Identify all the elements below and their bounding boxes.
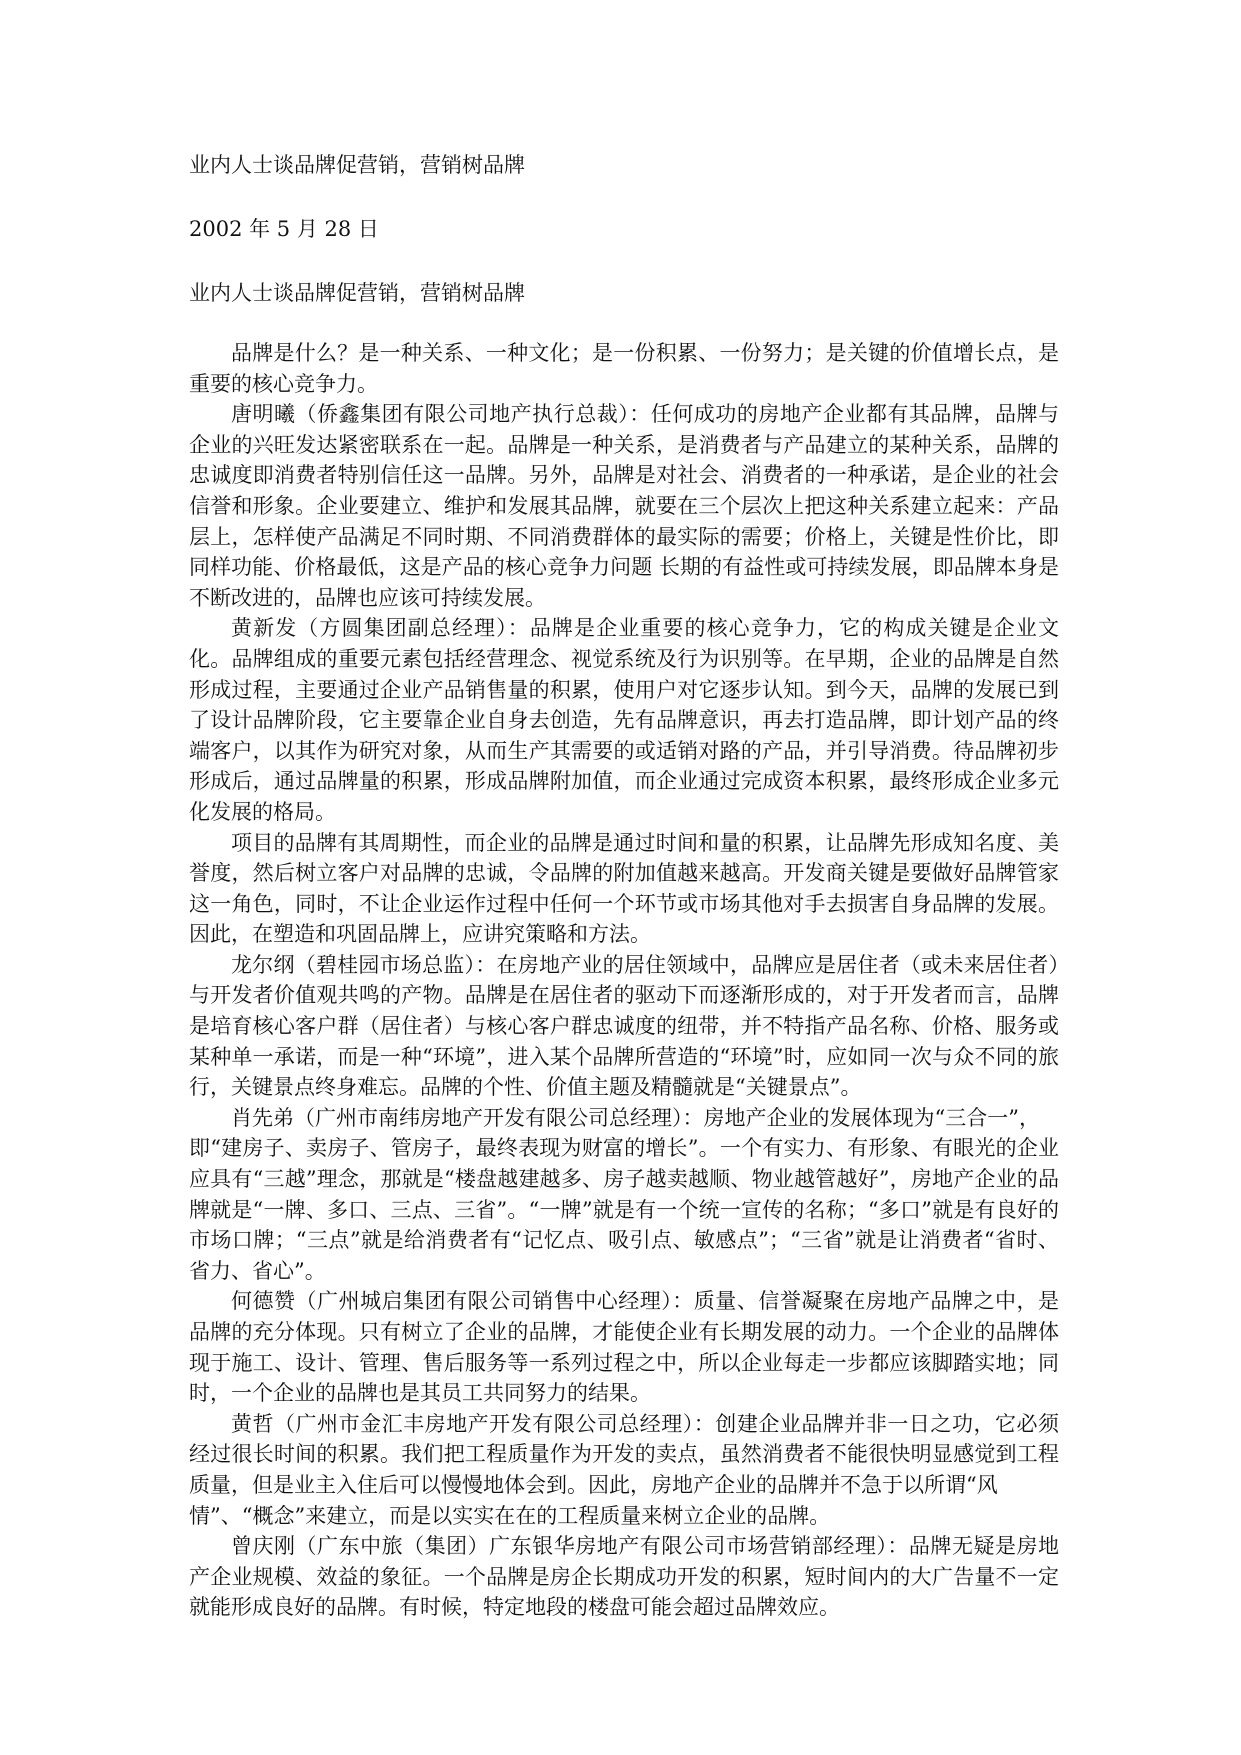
paragraph-huang-zhe-continued: 情”、“概念”来建立，而是以实实在在的工程质量来树立企业的品牌。 — [189, 1503, 831, 1528]
paragraph-intro: 品牌是什么？是一种关系、一种文化；是一份积累、一份努力；是关键的价值增长点，是重要的核心竞争力。 — [189, 341, 1059, 396]
document-subtitle: 业内人士谈品牌促营销，营销树品牌 — [189, 281, 525, 305]
document-title: 业内人士谈品牌促营销，营销树品牌 — [189, 153, 525, 177]
document-body — [189, 338, 1059, 1623]
paragraph-project-brand: 项目的品牌有其周期性，而企业的品牌是通过时间和量的积累，让品牌先形成知名度、美誉度，然后树立客户对品牌的忠诚，令品牌的附加值越来越高。开发商关键是要做好品牌管家这一角色，同时，不让企业运作过程中任何一个环节或市场其他对手去损害自身品牌的发展。因此，在塑造和巩固品牌上，应讲究策略和方法。 — [189, 830, 1059, 947]
paragraph-huang-zhe: 黄哲（广州市金汇丰房地产开发有限公司总经理）：创建企业品牌并非一日之功，它必须经过很长时间的积累。我们把工程质量作为开发的卖点，虽然消费者不能很快明显感觉到工程质量，但是业主入住后可以慢慢地体会到。因此，房地产企业的品牌并不急于以所谓“风 — [189, 1411, 1059, 1497]
paragraph-zeng-qinggang: 曾庆刚（广东中旅（集团）广东银华房地产有限公司市场营销部经理）：品牌无疑是房地产企业规模、效益的象征。一个品牌是房企长期成功开发的积累，短时间内的大广告量不一定就能形成良好的品牌。有时候，特定地段的楼盘可能会超过品牌效应。 — [189, 1534, 1059, 1620]
paragraph-xiao-xiandi-continued: 即“建房子、卖房子、管房子，最终表现为财富的增长”。一个有实力、有形象、有眼光的企业应具有“三越”理念，那就是“楼盘越建越多、房子越卖越顺、物业越管越好”，房地产企业的品牌就是“一牌、多口、三点、三省”。“一牌”就是有一个统一宣传的名称；“多口”就是有良好的市场口牌；“三点”就是给消费者有“记忆点、吸引点、敏感点”；“三省”就是让消费者“省时、省力、省心”。 — [189, 1136, 1059, 1283]
paragraph-tang-mingxi: 唐明曦（侨鑫集团有限公司地产执行总裁）：任何成功的房地产企业都有其品牌，品牌与企业的兴旺发达紧密联系在一起。品牌是一种关系，是消费者与产品建立的某种关系，品牌的忠诚度即消费者特别信任这一品牌。另外，品牌是对社会、消费者的一种承诺，是企业的社会信誉和形象。企业要建立、维护和发展其品牌，就要在三个层次上把这种关系建立起来：产品层上，怎样使产品满足不同时期、不同消费群体的最实际的需要；价格上，关键是性价比，即同样功能、价格最低，这是产品的核心竞争力问题 长期的有益性或可持续发展，即品牌本身是不断改进的，品牌也应该可持续发展。 — [189, 402, 1059, 610]
paragraph-he-dezan: 何德赞（广州城启集团有限公司销售中心经理）：质量、信誉凝聚在房地产品牌之中，是品牌的充分体现。只有树立了企业的品牌，才能使企业有长期发展的动力。一个企业的品牌体现于施工、设计、管理、售后服务等一系列过程之中，所以企业每走一步都应该脚踏实地；同时，一个企业的品牌也是其员工共同努力的结果。 — [189, 1289, 1059, 1406]
paragraph-xiao-xiandi: 肖先弟（广州市南纬房地产开发有限公司总经理）：房地产企业的发展体现为“三合一”， — [231, 1105, 1040, 1130]
paragraph-huang-xinfa: 黄新发（方圆集团副总经理）：品牌是企业重要的核心竞争力，它的构成关键是企业文化。品牌组成的重要元素包括经营理念、视觉系统及行为识别等。在早期，企业的品牌是自然形成过程，主要通过企业产品销售量的积累，使用户对它逐步认知。到今天，品牌的发展已到了设计品牌阶段，它主要靠企业自身去创造，先有品牌意识，再去打造品牌，即计划产品的终端客户，以其作为研究对象，从而生产其需要的或适销对路的产品，并引导消费。待品牌初步形成后，通过品牌量的积累，形成品牌附加值，而企业通过完成资本积累，最终形成企业多元化发展的格局。 — [189, 616, 1059, 824]
document-date: 2002 年 5 月 28 日 — [189, 217, 379, 241]
document-page — [189, 150, 1059, 1623]
paragraph-long-ergang: 龙尔纲（碧桂园市场总监）：在房地产业的居住领域中，品牌应是居住者（或未来居住者）与开发者价值观共鸣的产物。品牌是在居住者的驱动下而逐渐形成的，对于开发者而言，品牌是培育核心客户群（居住者）与核心客户群忠诚度的纽带，并不特指产品名称、价格、服务或某种单一承诺，而是一种“环境”，进入某个品牌所营造的“环境”时，应如同一次与众不同的旅行，关键景点终身难忘。品牌的个性、价值主题及精髓就是“关键景点”。 — [189, 952, 1059, 1100]
